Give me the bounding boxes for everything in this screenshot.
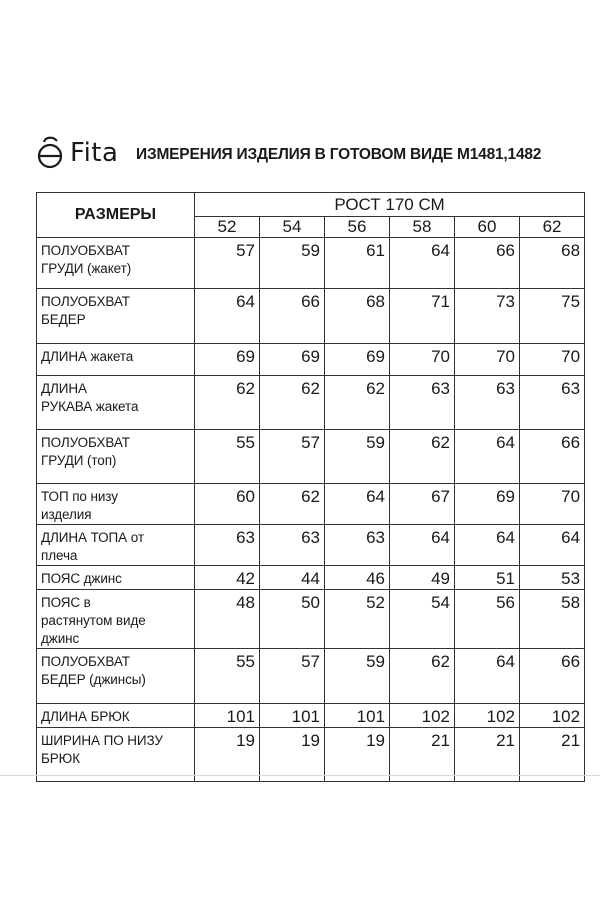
value-cell: 62	[195, 376, 260, 430]
value-cell: 50	[260, 590, 325, 649]
table-row	[37, 704, 585, 728]
value-cell: 64	[455, 525, 520, 566]
value-cell: 64	[455, 430, 520, 484]
row-label: ДЛИНА ТОПА от плеча	[37, 525, 195, 566]
divider	[0, 775, 600, 776]
brand-name: Fita	[70, 138, 119, 168]
table-row	[37, 649, 585, 704]
row-label: ШИРИНА ПО НИЗУ БРЮК	[37, 728, 195, 782]
value-cell: 101	[260, 704, 325, 728]
value-cell: 62	[390, 430, 455, 484]
table-row	[37, 566, 585, 590]
table-row	[37, 728, 585, 782]
row-label: ПОЛУОБХВАТ БЕДЕР (джинсы)	[37, 649, 195, 704]
size-cell: 62	[520, 217, 585, 238]
row-label: ПОЛУОБХВАТ БЕДЕР	[37, 289, 195, 344]
table-row	[37, 590, 585, 649]
value-cell: 64	[520, 525, 585, 566]
value-cell: 62	[390, 649, 455, 704]
table-row	[37, 430, 585, 484]
value-cell: 48	[195, 590, 260, 649]
value-cell: 59	[260, 238, 325, 289]
value-cell: 19	[325, 728, 390, 782]
value-cell: 101	[195, 704, 260, 728]
value-cell: 62	[260, 376, 325, 430]
value-cell: 68	[325, 289, 390, 344]
fita-logo-icon	[36, 134, 68, 170]
value-cell: 46	[325, 566, 390, 590]
row-label: ПОЯС в растянутом виде джинс	[37, 590, 195, 649]
table-header-row	[37, 193, 585, 217]
value-cell: 57	[260, 430, 325, 484]
table-row	[37, 289, 585, 344]
row-label: ДЛИНА РУКАВА жакета	[37, 376, 195, 430]
value-cell: 71	[390, 289, 455, 344]
size-cell: 52	[195, 217, 260, 238]
size-cell: 60	[455, 217, 520, 238]
value-cell: 102	[390, 704, 455, 728]
value-cell: 70	[390, 344, 455, 376]
row-label: ДЛИНА БРЮК	[37, 704, 195, 728]
value-cell: 62	[325, 376, 390, 430]
value-cell: 101	[325, 704, 390, 728]
size-cell: 58	[390, 217, 455, 238]
row-label: ПОЛУОБХВАТ ГРУДИ (жакет)	[37, 238, 195, 289]
value-cell: 57	[260, 649, 325, 704]
value-cell: 42	[195, 566, 260, 590]
value-cell: 66	[520, 649, 585, 704]
value-cell: 67	[390, 484, 455, 525]
value-cell: 52	[325, 590, 390, 649]
value-cell: 63	[195, 525, 260, 566]
value-cell: 55	[195, 430, 260, 484]
value-cell: 49	[390, 566, 455, 590]
value-cell: 62	[260, 484, 325, 525]
value-cell: 64	[455, 649, 520, 704]
value-cell: 73	[455, 289, 520, 344]
value-cell: 19	[195, 728, 260, 782]
brand-logo	[36, 134, 136, 174]
sizes-header: РАЗМЕРЫ	[37, 193, 195, 238]
value-cell: 44	[260, 566, 325, 590]
value-cell: 61	[325, 238, 390, 289]
table-row	[37, 376, 585, 430]
value-cell: 63	[520, 376, 585, 430]
value-cell: 70	[455, 344, 520, 376]
value-cell: 63	[455, 376, 520, 430]
value-cell: 102	[520, 704, 585, 728]
value-cell: 51	[455, 566, 520, 590]
value-cell: 68	[520, 238, 585, 289]
table-row	[37, 525, 585, 566]
value-cell: 21	[455, 728, 520, 782]
size-cell: 54	[260, 217, 325, 238]
table-row	[37, 238, 585, 289]
page-title: ИЗМЕРЕНИЯ ИЗДЕЛИЯ В ГОТОВОМ ВИДЕ М1481,1482	[136, 146, 542, 163]
value-cell: 69	[325, 344, 390, 376]
value-cell: 55	[195, 649, 260, 704]
value-cell: 21	[390, 728, 455, 782]
value-cell: 57	[195, 238, 260, 289]
value-cell: 63	[260, 525, 325, 566]
value-cell: 69	[260, 344, 325, 376]
value-cell: 64	[195, 289, 260, 344]
value-cell: 60	[195, 484, 260, 525]
value-cell: 70	[520, 344, 585, 376]
row-label: ДЛИНА жакета	[37, 344, 195, 376]
row-label: ПОЛУОБХВАТ ГРУДИ (топ)	[37, 430, 195, 484]
value-cell: 59	[325, 430, 390, 484]
page-header	[36, 132, 576, 178]
table-row	[37, 344, 585, 376]
value-cell: 66	[520, 430, 585, 484]
value-cell: 53	[520, 566, 585, 590]
value-cell: 63	[325, 525, 390, 566]
value-cell: 64	[390, 525, 455, 566]
value-cell: 69	[195, 344, 260, 376]
row-label: ТОП по низу изделия	[37, 484, 195, 525]
value-cell: 70	[520, 484, 585, 525]
value-cell: 75	[520, 289, 585, 344]
value-cell: 58	[520, 590, 585, 649]
value-cell: 64	[325, 484, 390, 525]
size-table	[36, 192, 585, 782]
table-row	[37, 484, 585, 525]
size-cell: 56	[325, 217, 390, 238]
value-cell: 69	[455, 484, 520, 525]
value-cell: 63	[390, 376, 455, 430]
value-cell: 102	[455, 704, 520, 728]
value-cell: 19	[260, 728, 325, 782]
height-header: РОСТ 170 СМ	[195, 193, 585, 217]
value-cell: 54	[390, 590, 455, 649]
value-cell: 66	[455, 238, 520, 289]
row-label: ПОЯС джинс	[37, 566, 195, 590]
value-cell: 66	[260, 289, 325, 344]
value-cell: 56	[455, 590, 520, 649]
value-cell: 64	[390, 238, 455, 289]
value-cell: 59	[325, 649, 390, 704]
value-cell: 21	[520, 728, 585, 782]
